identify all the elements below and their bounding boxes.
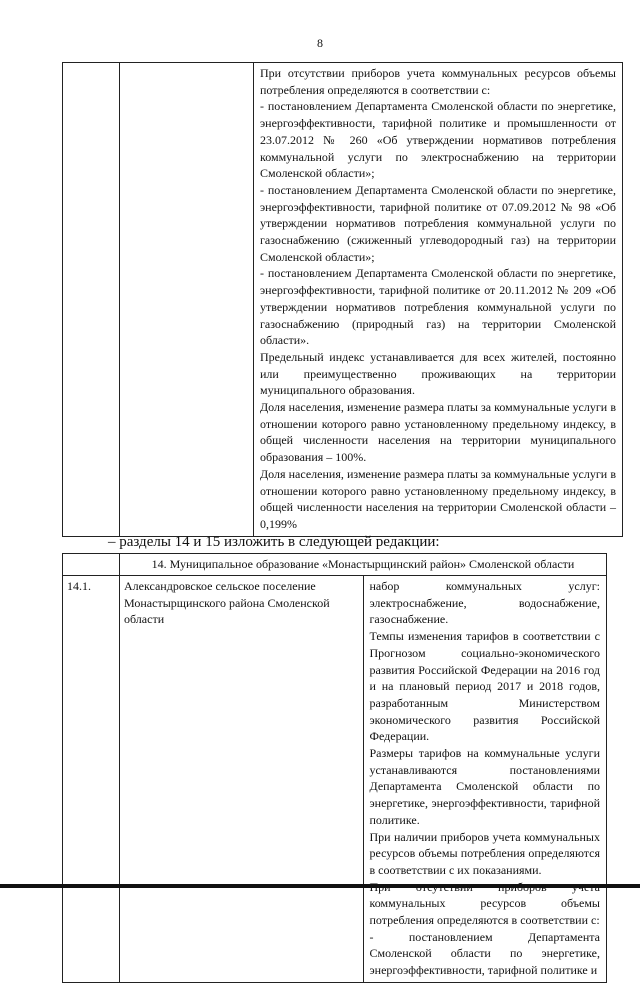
- section-title: 14. Муниципальное образование «Монастырщинский район» Смоленской области: [120, 554, 607, 576]
- table-row: [63, 576, 607, 983]
- paragraph: - постановлением Департамента Смоленской области по энергетике, энергоэффективности, тарифной политике и: [369, 929, 600, 978]
- paragraph: Размеры тарифов на коммунальные услуги устанавливаются постановлениями Департамента Смоленской области по энергетике, энергоэффективности, тарифной политике.: [369, 746, 600, 827]
- table-row: [63, 554, 607, 576]
- blank-cell: [63, 554, 120, 576]
- paragraph: набор коммунальных услуг: электроснабжение, водоснабжение, газоснабжение.: [369, 579, 600, 627]
- paragraph: Доля населения, изменение размера платы за коммунальные услуги в отношении которого равно установленному предельному индексу, в общей численности населения на территории муниципального образования – 100%.: [260, 400, 616, 465]
- content-cell: [254, 63, 623, 537]
- paragraph: Предельный индекс устанавливается для всех жителей, постоянно или преимущественно проживающих на территории муниципального образования.: [260, 349, 616, 398]
- settlement-name: Александровское сельское поселение Монастырщинского района Смоленской области: [120, 576, 364, 983]
- continuation-table: [62, 62, 623, 537]
- content-cell: [363, 576, 607, 983]
- paragraph: - постановлением Департамента Смоленской области по энергетике, энергоэффективности, тарифной политике от 20.11.2012 № 209 «Об утверждении нормативов потребления коммунальной услуги по газоснабжению (природный газ) на территории Смоленской области».: [260, 266, 616, 348]
- instruction-text: – разделы 14 и 15 изложить в следующей редакции:: [108, 534, 440, 550]
- paragraph: При наличии приборов учета коммунальных ресурсов объемы потребления определяются в соответствии с их показаниями.: [369, 829, 600, 877]
- page-number: 8: [317, 36, 323, 50]
- bottom-rule: [0, 884, 640, 888]
- settlement-cell: [120, 63, 254, 537]
- number-cell: [63, 63, 120, 537]
- row-number: 14.1.: [63, 576, 120, 983]
- paragraph: Темпы изменения тарифов в соответствии с Прогнозом социально-экономического развития Российской Федерации на 2016 год и на плановый период 2017 и 2018 годов, разработанным Министерством экономического развития Российской Федерации.: [369, 629, 600, 744]
- section-table: [62, 553, 607, 983]
- paragraph: - постановлением Департамента Смоленской области по энергетике, энергоэффективности, тарифной политике от 07.09.2012 № 98 «Об утверждении нормативов потребления коммунальной услуги по газоснабжению (сжиженный углеводородный газ) на территории Смоленской области»;: [260, 182, 616, 264]
- paragraph: - постановлением Департамента Смоленской области по энергетике, энергоэффективности, тарифной политике и промышленности от 23.07.2012 № 260 «Об утверждении нормативов потребления коммунальной услуги по электроснабжению на территории Смоленской области»;: [260, 99, 616, 181]
- table-row: [63, 63, 623, 537]
- paragraph: При отсутствии приборов учета коммунальных ресурсов объемы потребления определяются в соответствии с:: [260, 66, 616, 97]
- paragraph: Доля населения, изменение размера платы за коммунальные услуги в отношении которого равно установленному предельному индексу, в общей численности населения на территории Смоленской области – 0,199%: [260, 466, 616, 531]
- paragraph: коммунальных ресурсов объемы потребления определяются в соответствии с:: [369, 896, 600, 928]
